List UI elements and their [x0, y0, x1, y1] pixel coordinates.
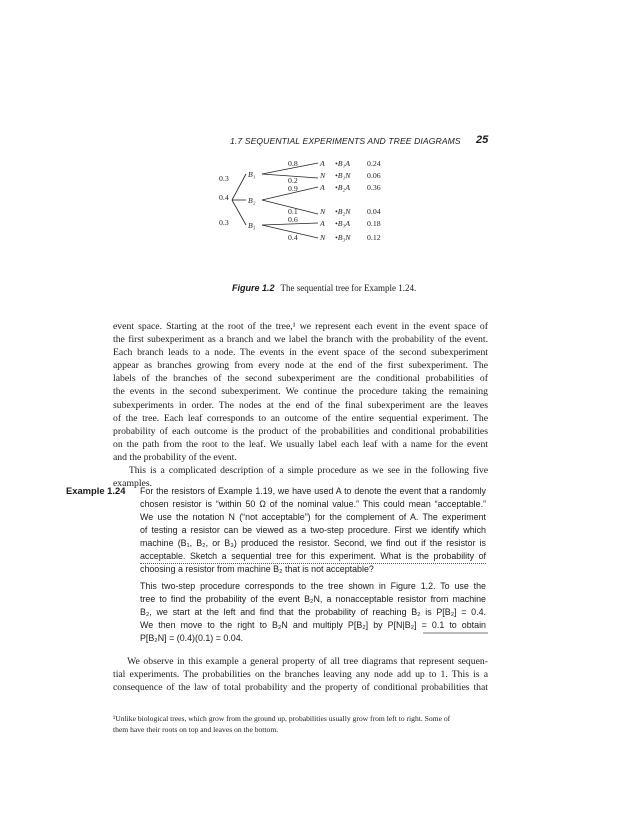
branch-prob-2: 0.4	[219, 193, 229, 202]
leaf-value-1: 0.24	[367, 159, 381, 168]
example-body	[140, 485, 486, 645]
example-problem-line: choosing a resistor from machine B₂ that is not acceptable?	[140, 564, 374, 574]
figure-caption-text: The sequential tree for Example 1.24.	[280, 283, 417, 293]
example-divider	[140, 563, 486, 564]
text-line: tial experiments. The probabilities on the branches leaving any node add up to 1. This is a	[113, 669, 488, 681]
leaf-label-4: •B₂N	[335, 207, 351, 216]
footnote-line: them have their roots on top and leaves on the bottom.	[113, 725, 279, 734]
leaf-label-2: •B₁N	[335, 171, 351, 180]
leaf-outcome-3: A	[320, 183, 325, 192]
running-header: 1.7 SEQUENTIAL EXPERIMENTS AND TREE DIAGRAMS	[230, 136, 461, 146]
leaf-prob-6: 0.4	[288, 233, 298, 242]
leaf-label-3: •B₂A	[335, 183, 350, 192]
example-problem-line: For the resistors of Example 1.19, we have used A to denote the event that a randomly	[140, 486, 486, 496]
text-line: and the probability of the event.	[113, 451, 237, 463]
leaf-prob-4: 0.1	[288, 207, 298, 216]
node-b2: B₂	[248, 196, 256, 205]
leaf-value-2: 0.06	[367, 171, 381, 180]
node-b1: B₁	[248, 170, 256, 179]
text-line: examples.	[113, 478, 153, 490]
example-problem-line: We use the notation N (“not acceptable”) for the complement of A. The experiment	[140, 512, 486, 522]
leaf-value-5: 0.18	[367, 219, 381, 228]
text-line: the first subexperiment as a branch and we label the branch with the probability of the event.	[113, 334, 488, 346]
text-line: consequence of the law of total probability and the property of conditional probabilities that	[113, 682, 488, 694]
leaf-prob-2: 0.2	[288, 176, 298, 185]
footnote-line: ¹Unlike biological trees, which grow from the ground up, probabilities usually grow from left to right. Some of	[113, 714, 451, 723]
text-line: This is a complicated description of a simple procedure as we see in the following five	[113, 465, 488, 477]
example-problem-line: acceptable. Sketch a sequential tree for this experiment. What is the probability of	[140, 551, 486, 561]
text-line: on the path from the root to the leaf. We usually label each leaf with a name for the event	[113, 438, 488, 450]
example-label: Example 1.24	[66, 485, 126, 496]
branch-b1-line	[232, 174, 246, 200]
figure-caption	[232, 283, 416, 293]
leaf-prob-1: 0.8	[288, 159, 298, 168]
text-line: Each branch leads to a node. The events in the event space of the second subexperiment	[113, 347, 488, 359]
text-line: the events in the second subexperiment. We continue the procedure taking the remaining	[113, 386, 488, 398]
branch-prob-1: 0.3	[219, 174, 229, 183]
text-line: of the tree. Each leaf corresponds to an outcome of the entire sequential experiment. The	[113, 412, 488, 424]
example-solution-line: P[B₂N] = (0.4)(0.1) = 0.04.	[140, 633, 244, 643]
leaf-prob-3: 0.9	[288, 184, 298, 193]
example-solution-line: tree to find the probability of the event B₂N, a nonacceptable resistor from machine	[140, 594, 486, 604]
tree-diagram	[0, 0, 638, 300]
example-problem-line: machine (B₁, B₂, or B₃) produced the resistor. Second, we find out if the resistor is	[140, 538, 486, 548]
text-line: subexperiments in order. The nodes at the end of the final subexperiment are the leaves	[113, 399, 488, 411]
page-number: 25	[476, 134, 489, 146]
leaf-label-1: •B₁A	[335, 159, 350, 168]
leaf-value-3: 0.36	[367, 183, 381, 192]
leaf-outcome-4: N	[320, 207, 326, 216]
text-line: We observe in this example a general property of all tree diagrams that represent sequen-	[113, 656, 488, 667]
leaf-label-6: •B₃N	[335, 233, 351, 242]
footnote	[113, 713, 488, 735]
text-line: labels of the branches of the second subexperiment are the conditional probabilities of	[113, 373, 488, 385]
example-problem-line: chosen resistor is “within 50 Ω of the nominal value.” This could mean “acceptable.”	[140, 499, 486, 509]
leaf-outcome-1: A	[320, 159, 325, 168]
body-paragraph-1	[113, 320, 488, 490]
node-b3: B₃	[248, 221, 256, 230]
leaf-value-6: 0.12	[367, 233, 381, 242]
example-solution-line: We then move to the right to B₂N and multiply P[B₂] by P[N|B₂] = 0.1 to obtain	[140, 620, 486, 630]
leaf-label-5: •B₃A	[335, 219, 350, 228]
example-problem-line: of testing a resistor can be viewed as a two-step procedure. First we identify which	[140, 525, 486, 535]
branch-b3-line	[232, 200, 246, 225]
example-solution-line: This two-step procedure corresponds to the tree shown in Figure 1.2. To use the	[140, 581, 486, 591]
leaf-value-4: 0.04	[367, 207, 381, 216]
leaf-prob-5: 0.6	[288, 215, 298, 224]
text-line: appear as branches growing from every node at the end of the first subexperiment. The	[113, 360, 488, 372]
text-line: probability of each outcome is the product of the probabilities and conditional probabilities	[113, 425, 488, 437]
branch-prob-3: 0.3	[219, 218, 229, 227]
figure-caption-label: Figure 1.2	[232, 283, 275, 293]
body-paragraph-2	[113, 655, 488, 694]
example-solution-line: B₂, we start at the left and find that the probability of reaching B₂ is P[B₂] = 0.4.	[140, 607, 486, 617]
text-line: event space. Starting at the root of the tree,¹ we represent each event in the event space of	[113, 321, 488, 332]
leaf-outcome-2: N	[320, 171, 326, 180]
solution-end-rule	[423, 632, 488, 634]
leaf-outcome-6: N	[320, 233, 326, 242]
leaf-outcome-5: A	[320, 219, 325, 228]
